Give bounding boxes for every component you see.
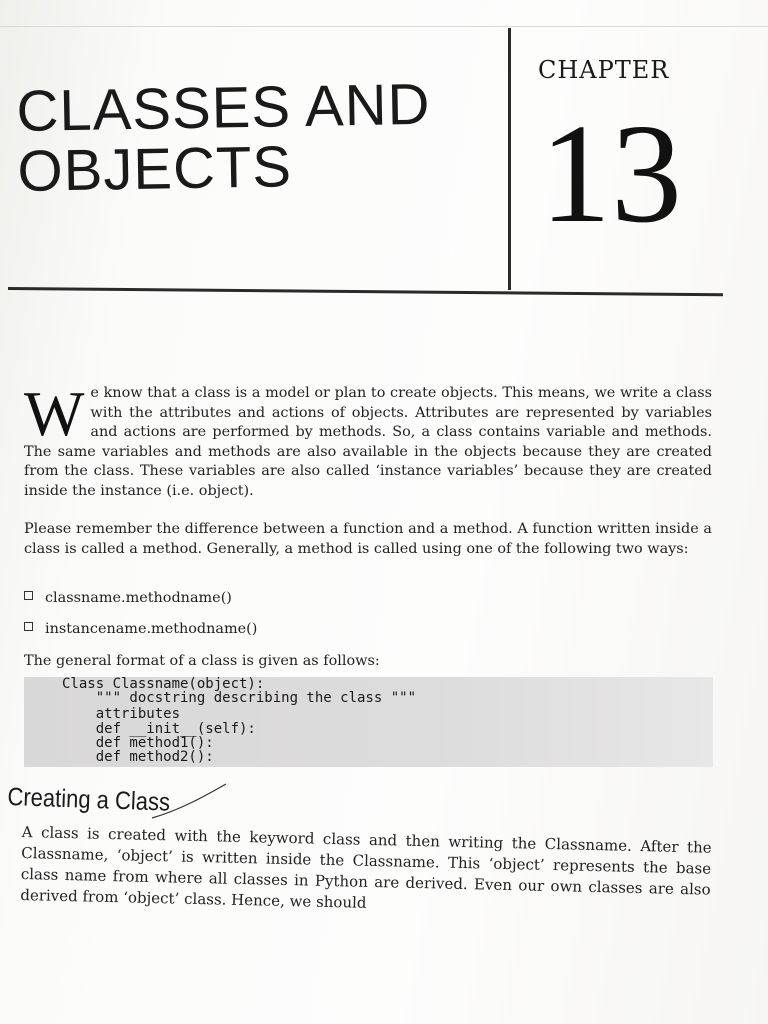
code-line: attributes (62, 706, 181, 722)
code-line: def __init__(self): (62, 721, 256, 737)
code-line: """ docstring describing the class """ (62, 690, 417, 706)
header-horizontal-divider (8, 287, 723, 296)
general-format-line: The general format of a class is given as follows: (24, 653, 380, 669)
bullet-item (24, 590, 232, 606)
chapter-label: CHAPTER (538, 56, 670, 84)
chapter-title-line-1: CLASSES AND (15, 71, 431, 144)
code-line: def method1(): (62, 735, 214, 751)
function-method-paragraph: Please remember the difference between a function and a method. A function written inside a class is called a method. Generally, a method is called using one of the following two ways: (24, 521, 712, 557)
header-vertical-divider (508, 28, 511, 290)
intro-text: e know that a class is a model or plan to create objects. This means, we write a class with the attributes and actions of objects. Attributes are represented by variables and actions are performed by methods. So, a class contains variable and methods. The same variables and methods are also available in the objects because they are created from the class. These variables are also called ‘instance variables’ because they are created inside the instance (i.e. object). (24, 385, 712, 499)
section-heading: Creating a Class (6, 782, 171, 817)
pen-annotation-icon (150, 782, 230, 822)
square-bullet-icon (24, 622, 33, 631)
chapter-number: 13 (540, 94, 682, 252)
code-line: def method2(): (62, 749, 214, 765)
code-line: Class Classname(object): (62, 676, 265, 692)
intro-paragraph (24, 378, 712, 501)
bullet-item (24, 621, 257, 637)
square-bullet-icon (24, 591, 33, 600)
chapter-title-line-2: OBJECTS (16, 134, 293, 204)
drop-cap: W (24, 378, 85, 449)
creating-class-paragraph: A class is created with the keyword class and then writing the Classname. After the Classname, ‘object’ is written inside the Classname. This ‘object’ represents the base class name from where all classes in Python are derived. Even our own classes are also derived from ‘object’ class. Hence, we should (20, 822, 712, 912)
chapter-title (15, 71, 432, 204)
top-edge-rule (0, 26, 768, 27)
bullet-text: instancename.methodname() (45, 621, 258, 637)
bullet-text: classname.methodname() (45, 590, 232, 606)
